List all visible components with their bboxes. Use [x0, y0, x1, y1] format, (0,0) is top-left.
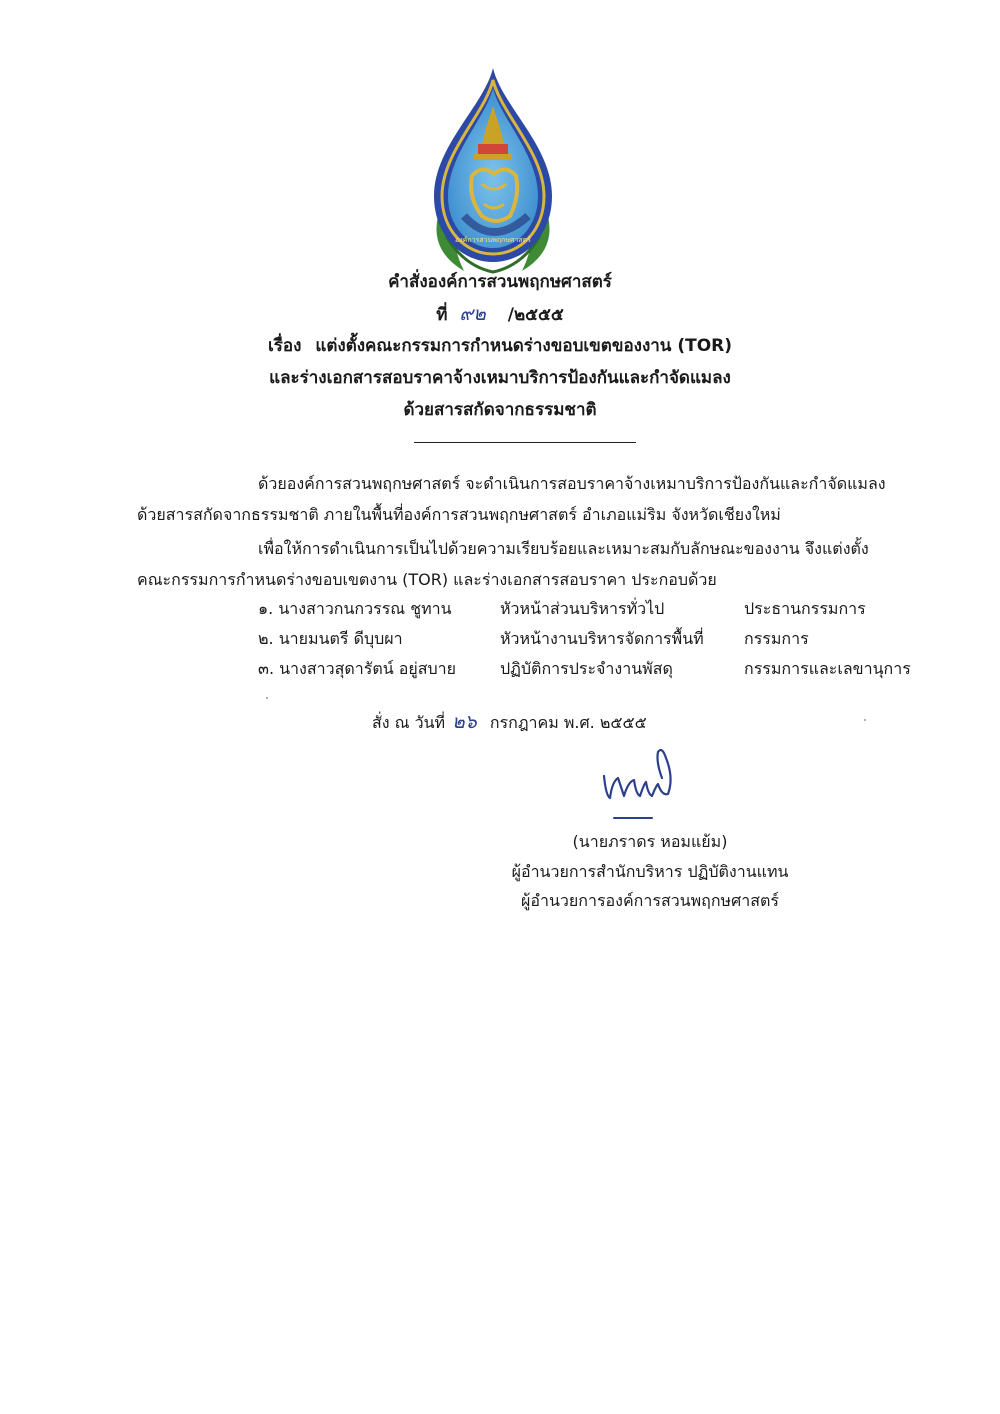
order-number-prefix: ที่ — [436, 305, 448, 325]
committee-member-position: หัวหน้าส่วนบริหารทั่วไป — [500, 599, 665, 618]
scan-speck — [864, 719, 866, 721]
committee-member-role: ประธานกรรมการ — [744, 599, 866, 618]
para2-line1: เพื่อให้การดำเนินการเป็นไปด้วยความเรียบร้อยและเหมาะสมกับลักษณะของงาน จึงแต่งตั้ง — [258, 539, 869, 558]
subject-line-3: ด้วยสารสกัดจากธรรมชาติ — [403, 400, 597, 420]
para1-line2: ด้วยสารสกัดจากธรรมชาติ ภายในพื้นที่องค์การสวนพฤกษศาสตร์ อำเภอแม่ริม จังหวัดเชียงใหม่ — [137, 505, 781, 524]
organization-logo-icon — [424, 66, 562, 276]
subject-line-2: และร่างเอกสารสอบราคาจ้างเหมาบริการป้องกันและกำจัดแมลง — [269, 368, 731, 388]
committee-member-role: กรรมการและเลขานุการ — [744, 659, 911, 678]
order-number-handwritten: ๙๒ — [459, 303, 486, 325]
signatory-name: (นายภราดร หอมแย้ม) — [572, 832, 728, 851]
committee-member-name: ๓. นางสาวสุดารัตน์ อยู่สบาย — [258, 659, 456, 678]
date-day-handwritten: ๒๖ — [452, 711, 477, 733]
date-prefix: สั่ง ณ วันที่ — [372, 713, 446, 732]
header-divider — [414, 442, 636, 443]
order-number-suffix: /๒๕๕๕ — [507, 305, 564, 325]
committee-member-name: ๒. นายมนตรี ดีบุบผา — [258, 629, 403, 648]
committee-member-position: หัวหน้างานบริหารจัดการพื้นที่ — [500, 629, 704, 648]
order-heading — [0, 268, 1000, 295]
committee-member-role: กรรมการ — [744, 629, 809, 648]
signature-icon — [596, 738, 688, 822]
order-org: คำสั่งองค์การสวนพฤกษศาสตร์ — [388, 272, 612, 292]
order-number — [0, 299, 1000, 329]
para2-line2: คณะกรรมการกำหนดร่างขอบเขตงาน (TOR) และร่างเอกสารสอบราคา ประกอบด้วย — [137, 570, 717, 589]
date-line — [372, 707, 647, 737]
subject-line-1 — [0, 332, 1000, 359]
para1-line1: ด้วยองค์การสวนพฤกษศาสตร์ จะดำเนินการสอบราคาจ้างเหมาบริการป้องกันและกำจัดแมลง — [258, 474, 886, 493]
logo-text: องค์การสวนพฤกษศาสตร์ — [455, 236, 531, 244]
committee-member-name: ๑. นางสาวกนกวรรณ ชูทาน — [258, 599, 452, 618]
committee-member-position: ปฏิบัติการประจำงานพัสดุ — [500, 659, 673, 678]
signatory-title-2: ผู้อำนวยการองค์การสวนพฤกษศาสตร์ — [521, 891, 779, 910]
subject-text-1: แต่งตั้งคณะกรรมการกำหนดร่างขอบเขตของงาน (TOR) — [315, 336, 733, 356]
signatory-title-1: ผู้อำนวยการสำนักบริหาร ปฏิบัติงานแทน — [511, 862, 789, 881]
subject-label: เรื่อง — [267, 336, 302, 356]
date-rest: กรกฎาคม พ.ศ. ๒๕๕๕ — [489, 713, 647, 732]
scan-speck — [266, 697, 268, 699]
